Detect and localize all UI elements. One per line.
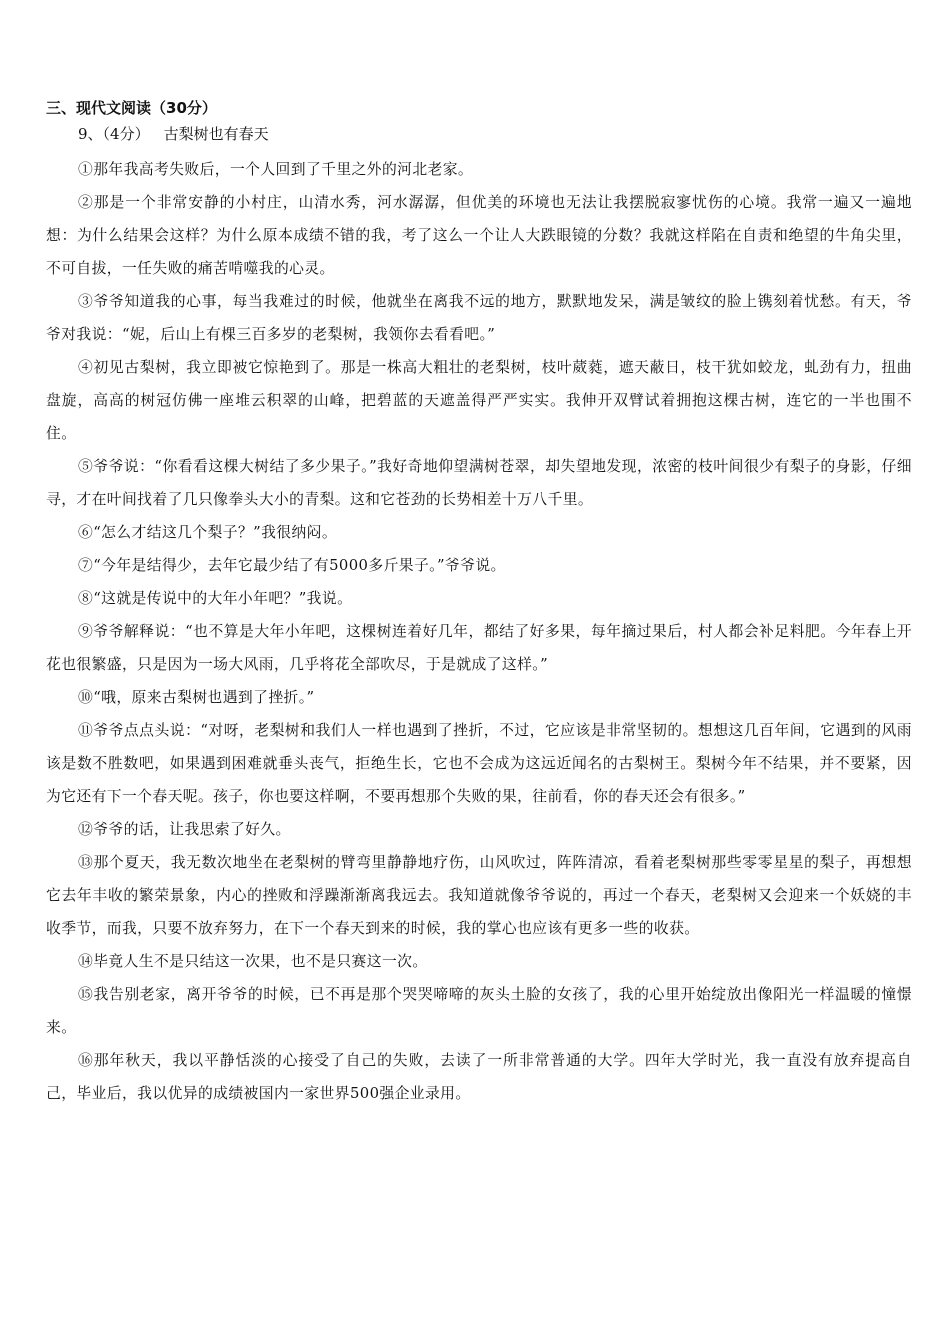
paragraph-16: ⑯那年秋天，我以平静恬淡的心接受了自己的失败，去读了一所非常普通的大学。四年大学时光，我一直没有放弃提高自己，毕业后，我以优异的成绩被国内一家世界500强企业录用。 — [46, 1052, 912, 1102]
document-page — [46, 96, 912, 1110]
paragraph-7: ⑦“今年是结得少，去年它最少结了有5000多斤果子。”爷爷说。 — [78, 557, 506, 574]
section-title: 三、现代文阅读（30分） — [46, 99, 217, 117]
paragraph-6: ⑥“怎么才结这几个梨子？”我很纳闷。 — [78, 524, 338, 541]
paragraph-12: ⑫爷爷的话，让我思索了好久。 — [78, 821, 291, 838]
paragraph-1: ①那年我高考失败后，一个人回到了千里之外的河北老家。 — [78, 161, 474, 178]
paragraph-5: ⑤爷爷说：“你看看这棵大树结了多少果子。”我好奇地仰望满树苍翠，却失望地发现，浓密的枝叶间很少有梨子的身影，仔细寻，才在叶间找着了几只像拳头大小的青梨。这和它苍劲的长势相差十万八千里。 — [46, 458, 912, 508]
paragraph-10: ⑩“哦，原来古梨树也遇到了挫折。” — [78, 689, 315, 706]
passage-body — [46, 153, 912, 1110]
paragraph-8: ⑧“这就是传说中的大年小年吧？”我说。 — [78, 590, 353, 607]
paragraph-11: ⑪爷爷点点头说：“对呀，老梨树和我们人一样也遇到了挫折，不过，它应该是非常坚韧的。想想这几百年间，它遇到的风雨该是数不胜数吧，如果遇到困难就垂头丧气，拒绝生长，它也不会成为这远近闻名的古梨树王。梨树今年不结果，并不要紧，因为它还有下一个春天呢。孩子，你也要这样啊，不要再想那个失败的果，往前看，你的春天还会有很多。” — [46, 722, 912, 805]
paragraph-9: ⑨爷爷解释说：“也不算是大年小年吧，这棵树连着好几年，都结了好多果，每年摘过果后，村人都会补足料肥。今年春上开花也很繁盛，只是因为一场大风雨，几乎将花全部吹尽，于是就成了这样。” — [46, 623, 912, 673]
paragraph-13: ⑬那个夏天，我无数次地坐在老梨树的臂弯里静静地疗伤，山风吹过，阵阵清凉，看着老梨树那些零零星星的梨子，再想想它去年丰收的繁荣景象，内心的挫败和浮躁渐渐离我远去。我知道就像爷爷说的，再过一个春天，老梨树又会迎来一个妖娆的丰收季节，而我，只要不放弃努力，在下一个春天到来的时候，我的掌心也应该有更多一些的收获。 — [46, 854, 912, 937]
question-number-score: 9、（4分） — [78, 125, 150, 143]
paragraph-4: ④初见古梨树，我立即被它惊艳到了。那是一株高大粗壮的老梨树，枝叶葳蕤，遮天蔽日，枝干犹如蛟龙，虬劲有力，扭曲盘旋，高高的树冠仿佛一座堆云积翠的山峰，把碧蓝的天遮盖得严严实实。我伸开双臂试着拥抱这棵古树，连它的一半也围不住。 — [46, 359, 912, 442]
paragraph-3: ③爷爷知道我的心事，每当我难过的时候，他就坐在离我不远的地方，默默地发呆，满是皱纹的脸上镌刻着忧愁。有天，爷爷对我说：“妮，后山上有棵三百多岁的老梨树，我领你去看看吧。” — [46, 293, 912, 343]
paragraph-2: ②那是一个非常安静的小村庄，山清水秀，河水潺潺，但优美的环境也无法让我摆脱寂寥忧伤的心境。我常一遍又一遍地想：为什么结果会这样？为什么原本成绩不错的我，考了这么一个让人大跌眼镜的分数？我就这样陷在自责和绝望的牛角尖里，不可自拔，一任失败的痛苦啃噬我的心灵。 — [46, 194, 912, 277]
paragraph-14: ⑭毕竟人生不是只结这一次果，也不是只赛这一次。 — [78, 953, 428, 970]
passage-title: 古梨树也有春天 — [163, 125, 269, 143]
paragraph-15: ⑮我告别老家，离开爷爷的时候，已不再是那个哭哭啼啼的灰头土脸的女孩了，我的心里开始绽放出像阳光一样温暖的憧憬来。 — [46, 986, 912, 1036]
question-header — [46, 122, 912, 146]
